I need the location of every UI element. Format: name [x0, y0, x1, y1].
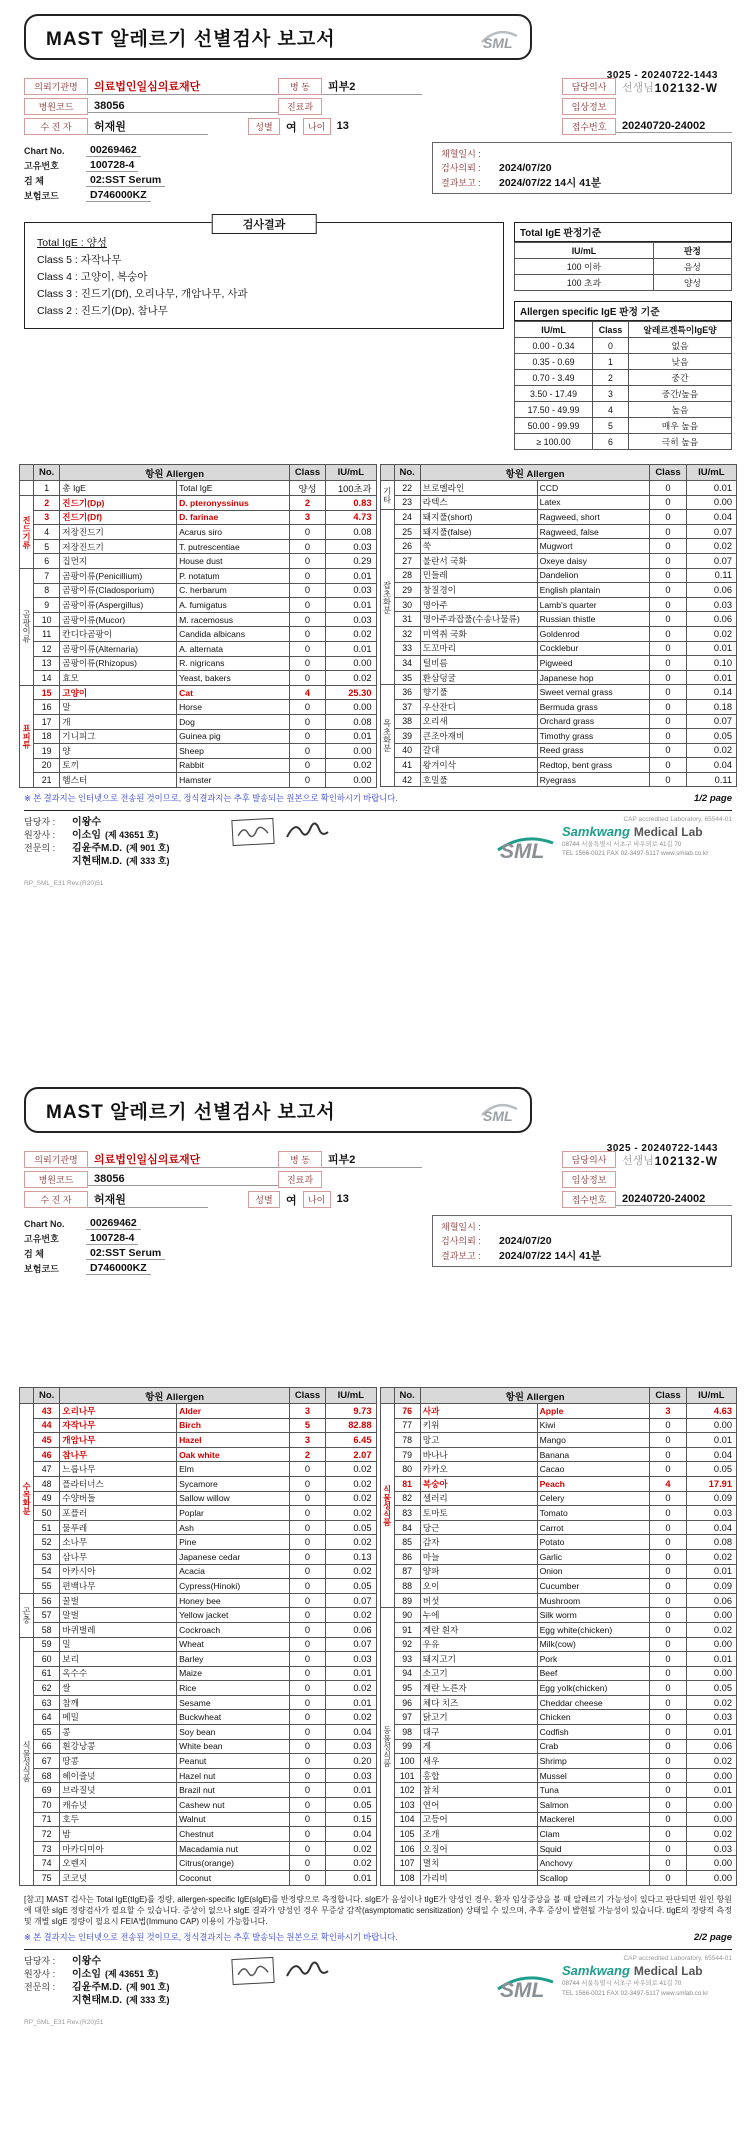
- uid-label: 고유번호: [24, 1234, 59, 1244]
- clinical-value: [616, 1173, 732, 1186]
- lab-contact: TEL 1566-0021 FAX 02-3497-5117 www.smlab.co.kr: [562, 850, 709, 858]
- name-label: 수 진 자: [24, 118, 88, 135]
- reference-note: [참고] MAST 검사는 Total IgE(tIgE)를 정량, allergen-specific IgE(sIgE)를 반정량으로 측정합니다. sIgE가 음성이나 tIgE가 양성인 경우, 환자 임상증상을 볼 때 알레르기 가능성이 있다고 판단되면 원인 항원에 대한 sIgE 정량검사가 필요할 수 있습니다. 증상이 없으나 sIgE 결과가 양성인 경우 무증상 감작(asymptomatic sensitization) 상태일 수 있으며, 추후 증상이 발현될 가능성이 있습니다. tIgE의 정량적 측정 및 개별 sIgE 정량이 필요시 FEIA법(Immuno CAP) 이용이 가능합니다.: [24, 1894, 732, 1926]
- results-row: 54 아카시아 Acacia 0 0.02: [20, 1564, 377, 1579]
- results-row: 47 느릅나무 Elm 0 0.02: [20, 1462, 377, 1477]
- summary-line: Class 2 : 진드기(Dp), 참나무: [37, 305, 168, 317]
- result-summary-box: [24, 219, 504, 329]
- criteria-row: 100 이하 음성: [515, 259, 732, 275]
- results-row: 55 편백나무 Cypress(Hinoki) 0 0.05: [20, 1579, 377, 1594]
- results-row: 26 쑥 Mugwort 0 0.02: [380, 539, 737, 554]
- results-row: 동물성식품 90 누에 Silk worm 0 0.00: [380, 1608, 737, 1623]
- criteria-row: 3.50 - 17.49 3 중간/높음: [515, 386, 732, 402]
- results-row: 38 오리새 Orchard grass 0 0.07: [380, 714, 737, 729]
- specific-ige-criteria-table: IU/mL Class 알레르겐특이IgE양 0.00 - 0.34 0 없음 0.35 - 0.69 1 낮음 0.70 - 3.49 2 중간 3.50 - 17.49 3 중간/높음 17.50 - 49.99 4 높음 50.00 - 99.99 5 매우 높음 ≥ 100.00 6 극히 높음: [514, 321, 732, 450]
- dept-label: 진료과: [278, 98, 322, 115]
- dates-box: [432, 142, 732, 194]
- results-row: 67 땅콩 Peanut 0 0.20: [20, 1754, 377, 1769]
- group-label: 식물성식품: [20, 1637, 34, 1885]
- results-row: 12 곰팡이류(Alternaria) A. alternata 0 0.01: [20, 641, 377, 656]
- results-tables-page1: [19, 464, 737, 788]
- group-label: 잡초화분: [380, 510, 394, 685]
- results-row: 27 불란서 국화 Oxeye daisy 0 0.07: [380, 553, 737, 568]
- ward-label: 병 동: [278, 1151, 322, 1168]
- report-code: 102132-W: [654, 81, 718, 95]
- results-row: 89 버섯 Mushroom 0 0.06: [380, 1593, 737, 1608]
- report-page-1: [8, 14, 748, 1073]
- results-row: 80 카카오 Cacao 0 0.05: [380, 1462, 737, 1477]
- results-row: 99 게 Crab 0 0.06: [380, 1739, 737, 1754]
- receipt-value: 20240720-24002: [616, 120, 732, 133]
- sex-label: 성별: [248, 118, 280, 135]
- page-title: MAST 알레르기 선별검사 보고서: [46, 1101, 336, 1123]
- result-summary-title: 검사결과: [212, 214, 317, 234]
- results-row: 49 수양버들 Sallow willow 0 0.02: [20, 1491, 377, 1506]
- group-label: 목초화분: [380, 685, 394, 787]
- results-row: 79 바나나 Banana 0 0.04: [380, 1447, 737, 1462]
- results-row: 86 마늘 Garlic 0 0.02: [380, 1549, 737, 1564]
- results-row: 82 셀러리 Celery 0 0.09: [380, 1491, 737, 1506]
- signature-scribble-icon: [284, 1958, 330, 1984]
- results-row: 102 참치 Tuna 0 0.01: [380, 1783, 737, 1798]
- report-no: 3025 - 20240722-1443: [606, 1143, 718, 1154]
- results-row: 목초화분 36 향기풀 Sweet vernal grass 0 0.14: [380, 685, 737, 700]
- page-number: 1/2 page: [693, 792, 732, 804]
- results-row: 1 총 IgE Total IgE 양성 100초과: [20, 481, 377, 496]
- sex-value: 여: [286, 121, 297, 134]
- document-code: RP_SML_E31 Rev.(R20)51: [24, 2019, 104, 2027]
- patient-info: [24, 78, 732, 202]
- disclaimer-note: ※ 본 결과지는 인터넷으로 전송된 것이므로, 정식결과지는 추후 발송되는 원본으로 확인하시기 바랍니다.: [24, 1932, 398, 1943]
- group-label: 곰팡이류: [20, 568, 34, 685]
- results-row: 91 계란 흰자 Egg white(chicken) 0 0.02: [380, 1622, 737, 1637]
- report-no: 3025 - 20240722-1443: [606, 70, 718, 81]
- results-row: 107 멸치 Anchovy 0 0.00: [380, 1856, 737, 1871]
- requested-value: 2024/07/20: [499, 161, 552, 174]
- results-row: 88 오이 Cucumber 0 0.09: [380, 1579, 737, 1594]
- uid-label: 고유번호: [24, 161, 59, 171]
- results-row: 28 민들레 Dandelion 0 0.11: [380, 568, 737, 583]
- approval-stamp-icon: [231, 1957, 274, 1985]
- report-title-box: [24, 14, 532, 60]
- results-row: 3 진드기(Df) D. farinae 3 4.73: [20, 510, 377, 525]
- sex-label: 성별: [248, 1191, 280, 1208]
- results-row: 106 오징어 Squid 0 0.03: [380, 1841, 737, 1856]
- results-row: 85 감자 Potato 0 0.08: [380, 1535, 737, 1550]
- results-row: 33 도꼬마리 Cocklebur 0 0.01: [380, 641, 737, 656]
- collected-label: 채혈일시 :: [441, 149, 481, 159]
- results-row: 14 효모 Yeast, bakers 0 0.02: [20, 671, 377, 686]
- criteria-row: 0.70 - 3.49 2 중간: [515, 370, 732, 386]
- results-row: 23 라텍스 Latex 0 0.00: [380, 495, 737, 510]
- reported-value: 2024/07/22 14시 41분: [499, 177, 602, 189]
- results-row: 74 오렌지 Citrus(orange) 0 0.02: [20, 1856, 377, 1871]
- results-row: 103 연어 Salmon 0 0.00: [380, 1798, 737, 1813]
- results-table-left: No. 항원 Allergen Class IU/mL 1 총 IgE Total IgE 양성 100초과 진드기류 2 진드기(Dp) D. pteronyssinus 2 0.83 3 진드기(Df) D. farinae 3 4.73 4 저장진드기 Acarus siro 0 0.08 5 저장진드기 T. putrescentiae 0 0.03 6 집먼지 House dust 0 0.29 곰팡이류 7 곰팡이류(Penicillium) P. notatum 0 0.01 8 곰팡이류(Cladosporium) C. herbarum 0 0.03 9 곰팡이류(Aspergillus) A. fumigatus 0 0.01 10 곰팡이류(Mucor) M. racemosus 0 0.03 11 칸디다곰팡이 Candida albicans 0 0.02 12 곰팡이류(Alternaria) A. alternata 0 0.01 13 곰팡이류(Rhizopus) R. nigricans 0 0.00 14 효모 Yeast, bakers 0 0.02 표피류 15 고양이 Cat 4 25.30 16 말 Horse 0 0.00 17 개 Dog 0 0.08 18 기니피그 Guinea pig 0 0.01 19 양 Sheep 0 0.00 20 토끼 Rabbit 0 0.02 21 햄스터 Hamster 0 0.00: [19, 464, 377, 788]
- uid-value: 100728-4: [86, 159, 138, 172]
- signature-area: [24, 1949, 732, 2007]
- results-row: 73 마카디미아 Macadamia nut 0 0.02: [20, 1841, 377, 1856]
- chart-block: [24, 1215, 354, 1275]
- specimen-value: 02:SST Serum: [86, 174, 165, 187]
- criteria-row: 100 초과 양성: [515, 275, 732, 291]
- age-label: 나이: [303, 1191, 331, 1208]
- results-row: 6 집먼지 House dust 0 0.29: [20, 554, 377, 569]
- results-row: 92 우유 Milk(cow) 0 0.00: [380, 1637, 737, 1652]
- specimen-label: 검 체: [24, 1249, 44, 1259]
- page-number: 2/2 page: [693, 1932, 732, 1944]
- total-ige-criteria-title: Total IgE 판정기준: [514, 222, 732, 242]
- summary-section: [24, 219, 732, 450]
- results-row: 19 양 Sheep 0 0.00: [20, 744, 377, 759]
- doctor-label: 담당의사: [562, 1151, 616, 1168]
- results-row: 81 복숭아 Peach 4 17.91: [380, 1476, 737, 1491]
- dept-label: 진료과: [278, 1171, 322, 1188]
- clinical-label: 임상정보: [562, 98, 616, 115]
- results-row: 62 쌀 Rice 0 0.02: [20, 1681, 377, 1696]
- document-code: RP_SML_E31 Rev.(R20)51: [24, 879, 104, 887]
- receipt-label: 접수번호: [562, 1191, 616, 1208]
- results-row: 71 호두 Walnut 0 0.15: [20, 1812, 377, 1827]
- results-table-right: No. 항원 Allergen Class IU/mL 식물성식품 76 사과 Apple 3 4.63 77 키위 Kiwi 0 0.00 78 망고 Mango 0 0.01 79 바나나 Banana 0 0.04 80 카카오 Cacao 0 0.05 81 복숭아 Peach 4 17.91 82 셀러리 Celery 0 0.09 83 토마토 Tomato 0 0.03 84 당근 Carrot 0 0.04 85 감자 Potato 0 0.08 86 마늘 Garlic 0 0.02 87 양파 Onion 0 0.01 88 오이 Cucumber 0 0.09 89 버섯 Mushroom 0 0.06 동물성식품 90 누에 Silk worm 0 0.00 91 계란 흰자 Egg white(chicken) 0 0.02 92 우유 Milk(cow) 0 0.00 93 돼지고기 Pork 0 0.01 94 소고기 Beef 0 0.00 95 계란 노른자 Egg yolk(chicken) 0 0.05 96 체다 치즈 Cheddar cheese 0 0.02 97 닭고기 Chicken 0 0.03 98 대구 Codfish 0 0.01 99 게 Crab 0 0.06 100 새우 Shrimp 0 0.02 101 홍합 Mussel 0 0.00 102 참치 Tuna 0 0.01 103 연어 Salmon 0 0.00 104 고등어 Mackerel 0 0.00 105 조개 Clam 0 0.02 106 오징어 Squid 0 0.03 107 멸치 Anchovy 0 0.00 108 가리비 Scallop 0 0.00: [380, 1387, 738, 1886]
- chartno-label: Chart No.: [24, 1218, 65, 1229]
- criteria-row: ≥ 100.00 6 극히 높음: [515, 434, 732, 450]
- results-row: 표피류 15 고양이 Cat 4 25.30: [20, 685, 377, 700]
- lab-name: Samkwang: [562, 823, 630, 839]
- requested-label: 검사의뢰 :: [441, 1236, 481, 1246]
- results-row: 10 곰팡이류(Mucor) M. racemosus 0 0.03: [20, 612, 377, 627]
- hospcode-value: 38056: [88, 100, 278, 113]
- group-label: 수목화분: [20, 1404, 34, 1594]
- doctor-value: 선생님: [622, 81, 654, 94]
- reported-label: 결과보고 :: [441, 178, 481, 188]
- report-page-2: [8, 1087, 748, 2146]
- reported-label: 결과보고 :: [441, 1251, 481, 1261]
- report-numbers: [607, 70, 718, 95]
- results-row: 곰팡이류 7 곰팡이류(Penicillium) P. notatum 0 0.01: [20, 568, 377, 583]
- results-row: 75 코코넛 Coconut 0 0.01: [20, 1871, 377, 1886]
- clinical-value: [616, 100, 732, 113]
- ward-value: 피부2: [322, 78, 422, 95]
- criteria-row: 50.00 - 99.99 5 매우 높음: [515, 418, 732, 434]
- chartno-label: Chart No.: [24, 145, 65, 156]
- results-row: 63 참깨 Sesame 0 0.01: [20, 1695, 377, 1710]
- results-row: 64 메밀 Buckwheat 0 0.02: [20, 1710, 377, 1725]
- lab-footer: CAP accredited Laboratory, 65544-01 SML Samkwang Medical Lab 08744 서울특별시 서초구 바우뫼로 41길 70 TEL 1566-0021 FAX 02-3497-5117 www.smlab.co.kr: [494, 1955, 732, 2007]
- results-row: 58 바퀴벌레 Cockroach 0 0.06: [20, 1622, 377, 1637]
- lab-address: 08744 서울특별시 서초구 바우뫼로 41길 70: [562, 840, 682, 848]
- requested-label: 검사의뢰 :: [441, 163, 481, 173]
- results-row: 72 밤 Chestnut 0 0.04: [20, 1827, 377, 1842]
- results-row: 39 큰조아재비 Timothy grass 0 0.05: [380, 729, 737, 744]
- age-value: 13: [336, 1193, 349, 1205]
- criteria-row: 17.50 - 49.99 4 높음: [515, 402, 732, 418]
- results-row: 45 개암나무 Hazel 3 6.45: [20, 1433, 377, 1448]
- results-row: 96 체다 치즈 Cheddar cheese 0 0.02: [380, 1695, 737, 1710]
- disclaimer-note: ※ 본 결과지는 인터넷으로 전송된 것이므로, 정식결과지는 추후 발송되는 원본으로 확인하시기 바랍니다.: [24, 792, 398, 803]
- results-row: 9 곰팡이류(Aspergillus) A. fumigatus 0 0.01: [20, 598, 377, 613]
- specimen-label: 검 체: [24, 176, 44, 186]
- results-row: 34 털비름 Pigweed 0 0.10: [380, 656, 737, 671]
- summary-line: Class 3 : 진드기(Df), 오리나무, 개암나무, 사과: [37, 288, 248, 300]
- sml-logo-icon: [478, 1097, 520, 1130]
- lab-footer: CAP accredited Laboratory, 65544-01 SML Samkwang Medical Lab 08744 서울특별시 서초구 바우뫼로 41길 70 TEL 1566-0021 FAX 02-3497-5117 www.smlab.co.kr: [494, 816, 732, 868]
- results-row: 94 소고기 Beef 0 0.00: [380, 1666, 737, 1681]
- results-row: 곤충 56 꿀벌 Honey bee 0 0.07: [20, 1593, 377, 1608]
- results-row: 101 홍합 Mussel 0 0.00: [380, 1768, 737, 1783]
- ward-label: 병 동: [278, 78, 322, 95]
- uid-value: 100728-4: [86, 1232, 138, 1245]
- results-row: 60 보리 Barley 0 0.03: [20, 1652, 377, 1667]
- results-row: 32 미역취 국화 Goldenrod 0 0.02: [380, 626, 737, 641]
- results-table-right: No. 항원 Allergen Class IU/mL 기타 22 브로멜라인 CCD 0 0.01 23 라텍스 Latex 0 0.00 잡초화분 24 돼지풀(short) Ragweed, short 0 0.04 25 돼지풀(false) Ragweed, false 0 0.07 26 쑥 Mugwort 0 0.02 27 불란서 국화 Oxeye daisy 0 0.07 28 민들레 Dandelion 0 0.11 29 창질경이 English plantain 0 0.06 30 명아주 Lamb's quarter 0 0.03 31 명아주과잡풀(수송나물류) Russian thistle 0 0.06 32 미역취 국화 Goldenrod 0 0.02 33 도꼬마리 Cocklebur 0 0.01 34 털비름 Pigweed 0 0.10 35 환삼덩굴 Japanese hop 0 0.01 목초화분 36 향기풀 Sweet vernal grass 0 0.14 37 우산잔디 Bermuda grass 0 0.18 38 오리새 Orchard grass 0 0.07 39 큰조아재비 Timothy grass 0 0.05 40 갈대 Reed grass 0 0.02 41 왕겨이삭 Redtop, bent grass 0 0.04 42 호밀풀 Ryegrass 0 0.11: [380, 464, 738, 787]
- results-row: 78 망고 Mango 0 0.01: [380, 1433, 737, 1448]
- insurance-value: D746000KZ: [86, 1262, 151, 1275]
- report-title-box: [24, 1087, 532, 1133]
- dept-value: [322, 1173, 422, 1186]
- results-row: 68 헤이즐넛 Hazel nut 0 0.03: [20, 1768, 377, 1783]
- results-row: 100 새우 Shrimp 0 0.02: [380, 1754, 737, 1769]
- approval-stamp-icon: [231, 818, 274, 846]
- results-row: 44 자작나무 Birch 5 82.88: [20, 1418, 377, 1433]
- results-row: 61 옥수수 Maize 0 0.01: [20, 1666, 377, 1681]
- results-row: 93 돼지고기 Pork 0 0.01: [380, 1652, 737, 1667]
- results-row: 40 갈대 Reed grass 0 0.02: [380, 743, 737, 758]
- doctor-label: 담당의사: [562, 78, 616, 95]
- insurance-value: D746000KZ: [86, 189, 151, 202]
- sml-logo-icon: [494, 830, 556, 862]
- chartno-value: 00269462: [86, 144, 141, 157]
- svg-text:SML: SML: [500, 839, 545, 862]
- svg-text:SML: SML: [483, 35, 513, 51]
- results-row: 17 개 Dog 0 0.08: [20, 714, 377, 729]
- age-label: 나이: [303, 118, 331, 135]
- results-row: 25 돼지풀(false) Ragweed, false 0 0.07: [380, 524, 737, 539]
- lab-contact: TEL 1566-0021 FAX 02-3497-5117 www.smlab.co.kr: [562, 1989, 709, 1997]
- results-row: 57 말벌 Yellow jacket 0 0.02: [20, 1608, 377, 1623]
- results-row: 98 대구 Codfish 0 0.01: [380, 1725, 737, 1740]
- criteria-column: [514, 222, 732, 450]
- summary-line: Class 5 : 자작나무: [37, 254, 122, 266]
- receipt-value: 20240720-24002: [616, 1193, 732, 1206]
- group-label: 식물성식품: [380, 1404, 394, 1608]
- name-value: 허재원: [88, 118, 208, 135]
- results-row: 84 당근 Carrot 0 0.04: [380, 1520, 737, 1535]
- results-row: 41 왕겨이삭 Redtop, bent grass 0 0.04: [380, 758, 737, 773]
- criteria-row: 0.35 - 0.69 1 낮음: [515, 354, 732, 370]
- org-value: 의료법인일심의료재단: [88, 1151, 278, 1168]
- results-row: 69 브라질넛 Brazil nut 0 0.01: [20, 1783, 377, 1798]
- total-ige-criteria-table: IU/mL 판정 100 이하 음성 100 초과 양성: [514, 242, 732, 291]
- page-title: MAST 알레르기 선별검사 보고서: [46, 28, 336, 50]
- group-label: 기타: [380, 481, 394, 510]
- reported-value: 2024/07/22 14시 41분: [499, 1250, 602, 1262]
- results-row: 70 캐슈넛 Cashew nut 0 0.05: [20, 1798, 377, 1813]
- results-row: 11 칸디다곰팡이 Candida albicans 0 0.02: [20, 627, 377, 642]
- cap-accreditation: CAP accredited Laboratory, 65544-01: [623, 1955, 732, 1963]
- results-row: 104 고등어 Mackerel 0 0.00: [380, 1812, 737, 1827]
- results-row: 8 곰팡이류(Cladosporium) C. herbarum 0 0.03: [20, 583, 377, 598]
- sml-logo-icon: [478, 24, 520, 57]
- dept-value: [322, 100, 422, 113]
- results-row: 18 기니피그 Guinea pig 0 0.01: [20, 729, 377, 744]
- hospcode-value: 38056: [88, 1173, 278, 1186]
- results-row: 16 말 Horse 0 0.00: [20, 700, 377, 715]
- results-row: 30 명아주 Lamb's quarter 0 0.03: [380, 597, 737, 612]
- group-label: 곤충: [20, 1593, 34, 1637]
- ward-value: 피부2: [322, 1151, 422, 1168]
- results-row: 87 양파 Onion 0 0.01: [380, 1564, 737, 1579]
- results-row: 진드기류 2 진드기(Dp) D. pteronyssinus 2 0.83: [20, 496, 377, 511]
- results-row: 42 호밀풀 Ryegrass 0 0.11: [380, 772, 737, 787]
- doctor-value: 선생님: [622, 1154, 654, 1167]
- results-row: 105 조개 Clam 0 0.02: [380, 1827, 737, 1842]
- insurance-label: 보험코드: [24, 191, 59, 201]
- results-row: 77 키위 Kiwi 0 0.00: [380, 1418, 737, 1433]
- results-row: 잡초화분 24 돼지풀(short) Ragweed, short 0 0.04: [380, 510, 737, 525]
- hospcode-label: 병원코드: [24, 98, 88, 115]
- results-row: 83 토마토 Tomato 0 0.03: [380, 1506, 737, 1521]
- svg-text:SML: SML: [500, 1979, 545, 2002]
- org-label: 의뢰기관명: [24, 1151, 88, 1168]
- specific-ige-criteria-title: Allergen specific IgE 판정 기준: [514, 301, 732, 321]
- results-row: 5 저장진드기 T. putrescentiae 0 0.03: [20, 539, 377, 554]
- insurance-label: 보험코드: [24, 1264, 59, 1274]
- signature-area: [24, 810, 732, 868]
- cap-accreditation: CAP accredited Laboratory, 65544-01: [623, 815, 732, 823]
- results-row: 기타 22 브로멜라인 CCD 0 0.01: [380, 481, 737, 496]
- results-row: 수목화분 43 오리나무 Alder 3 9.73: [20, 1404, 377, 1419]
- results-row: 13 곰팡이류(Rhizopus) R. nigricans 0 0.00: [20, 656, 377, 671]
- results-row: 20 토끼 Rabbit 0 0.02: [20, 758, 377, 773]
- patient-info: [24, 1151, 732, 1275]
- results-row: 52 소나무 Pine 0 0.02: [20, 1535, 377, 1550]
- dates-box: [432, 1215, 732, 1267]
- org-label: 의뢰기관명: [24, 78, 88, 95]
- sml-logo-icon: [494, 1969, 556, 2001]
- results-table-left: No. 항원 Allergen Class IU/mL 수목화분 43 오리나무 Alder 3 9.73 44 자작나무 Birch 5 82.88 45 개암나무 Hazel 3 6.45 46 참나무 Oak white 2 2.07 47 느릅나무 Elm 0 0.02 48 플라터너스 Sycamore 0 0.02 49 수양버들 Sallow willow 0 0.02 50 포플러 Poplar 0 0.02 51 물푸레 Ash 0 0.05 52 소나무 Pine 0 0.02 53 삼나무 Japanese cedar 0 0.13 54 아카시아 Acacia 0 0.02 55 편백나무 Cypress(Hinoki) 0 0.05 곤충 56 꿀벌 Honey bee 0 0.07 57 말벌 Yellow jacket 0 0.02 58 바퀴벌레 Cockroach 0 0.06 식물성식품 59 밀 Wheat 0 0.07 60 보리 Barley 0 0.03 61 옥수수 Maize 0 0.01 62 쌀 Rice 0 0.02 63 참깨 Sesame 0 0.01 64 메밀 Buckwheat 0 0.02 65 콩 Soy bean 0 0.04 66 흰강낭콩 White bean 0 0.03 67 땅콩 Peanut 0 0.20 68 헤이즐넛 Hazel nut 0 0.03 69 브라질넛 Brazil nut 0 0.01 70 캐슈넛 Cashew nut 0 0.05 71 호두 Walnut 0 0.15 72 밤 Chestnut 0 0.04 73 마카디미아 Macadamia nut 0 0.02 74 오렌지 Citrus(orange) 0 0.02 75 코코넛 Coconut 0 0.01: [19, 1387, 377, 1886]
- report-code: 102132-W: [654, 1154, 718, 1168]
- summary-line: Class 4 : 고양이, 복숭아: [37, 271, 148, 283]
- results-row: 50 포플러 Poplar 0 0.02: [20, 1506, 377, 1521]
- results-row: 48 플라터너스 Sycamore 0 0.02: [20, 1476, 377, 1491]
- chartno-value: 00269462: [86, 1217, 141, 1230]
- signatures: 담당자 : 이왕수 원장사 : 이소임 (제 43651 호) 전문의 : 김윤주M.D. (제 901 호) 지현태M.D. (제 333 호): [24, 1956, 170, 2007]
- name-label: 수 진 자: [24, 1191, 88, 1208]
- sex-value: 여: [286, 1194, 297, 1207]
- results-row: 95 계란 노른자 Egg yolk(chicken) 0 0.05: [380, 1681, 737, 1696]
- specimen-value: 02:SST Serum: [86, 1247, 165, 1260]
- criteria-row: 0.00 - 0.34 0 없음: [515, 338, 732, 354]
- results-row: 108 가리비 Scallop 0 0.00: [380, 1871, 737, 1886]
- age-value: 13: [336, 120, 349, 132]
- collected-label: 채혈일시 :: [441, 1222, 481, 1232]
- lab-name: Samkwang: [562, 1963, 630, 1979]
- lab-address: 08744 서울특별시 서초구 바우뫼로 41길 70: [562, 1980, 682, 1988]
- group-label: 동물성식품: [380, 1608, 394, 1885]
- requested-value: 2024/07/20: [499, 1234, 552, 1247]
- hospcode-label: 병원코드: [24, 1171, 88, 1188]
- results-row: 식물성식품 59 밀 Wheat 0 0.07: [20, 1637, 377, 1652]
- summary-line: Total IgE : 양성: [37, 237, 107, 249]
- chart-block: [24, 142, 354, 202]
- group-label: 진드기류: [20, 496, 34, 569]
- results-row: 식물성식품 76 사과 Apple 3 4.63: [380, 1404, 737, 1419]
- results-row: 66 흰강낭콩 White bean 0 0.03: [20, 1739, 377, 1754]
- results-row: 51 물푸레 Ash 0 0.05: [20, 1520, 377, 1535]
- name-value: 허재원: [88, 1191, 208, 1208]
- clinical-label: 임상정보: [562, 1171, 616, 1188]
- signatures: 담당자 : 이왕수 원장사 : 이소임 (제 43651 호) 전문의 : 김윤주M.D. (제 901 호) 지현태M.D. (제 333 호): [24, 816, 170, 867]
- results-row: 37 우산잔디 Bermuda grass 0 0.18: [380, 699, 737, 714]
- svg-text:SML: SML: [483, 1108, 513, 1124]
- org-value: 의료법인일심의료재단: [88, 78, 278, 95]
- results-row: 31 명아주과잡풀(수송나물류) Russian thistle 0 0.06: [380, 612, 737, 627]
- results-row: 35 환삼덩굴 Japanese hop 0 0.01: [380, 670, 737, 685]
- signature-scribble-icon: [284, 819, 330, 845]
- results-row: 4 저장진드기 Acarus siro 0 0.08: [20, 525, 377, 540]
- group-label: 표피류: [20, 685, 34, 787]
- results-tables-page2: [19, 1387, 737, 1886]
- results-row: 29 창질경이 English plantain 0 0.06: [380, 583, 737, 598]
- group-label: [20, 481, 34, 496]
- receipt-label: 접수번호: [562, 118, 616, 135]
- report-numbers: [607, 1143, 718, 1168]
- results-row: 97 닭고기 Chicken 0 0.03: [380, 1710, 737, 1725]
- results-row: 53 삼나무 Japanese cedar 0 0.13: [20, 1549, 377, 1564]
- results-row: 21 햄스터 Hamster 0 0.00: [20, 773, 377, 788]
- results-row: 46 참나무 Oak white 2 2.07: [20, 1447, 377, 1462]
- results-row: 65 콩 Soy bean 0 0.04: [20, 1725, 377, 1740]
